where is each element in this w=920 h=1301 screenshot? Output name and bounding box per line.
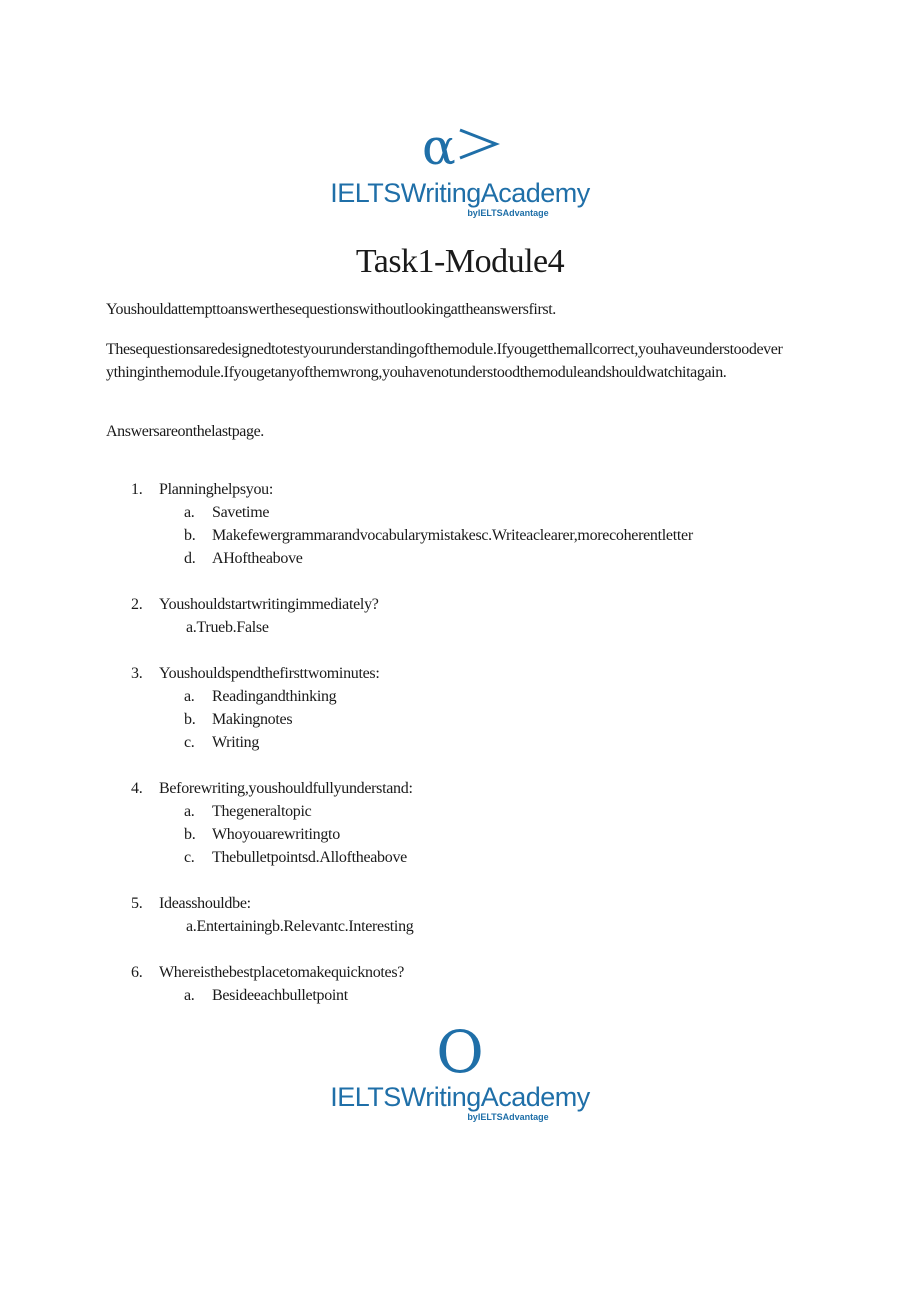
question-number: 1. xyxy=(131,481,143,498)
option-text: Besideeachbulletpoint xyxy=(212,987,348,1004)
question-number: 4. xyxy=(131,780,143,797)
option-text: Writing xyxy=(212,734,260,751)
omega-logo-icon xyxy=(0,1022,920,1078)
intro-paragraph-2: Thesequestionsaredesignedtotestyourunderstandingofthemodule.Ifyougetthemallcorrect,youhaveunderstoodeverythinginthemodule.Ifyougetanyofthemwrong,youhavenotunderstoodthemoduleandshouldwatchitagain. xyxy=(106,341,783,381)
svg-text:O: O xyxy=(436,1022,484,1078)
option-letter: c. xyxy=(184,734,195,751)
option-letter: a. xyxy=(184,504,195,521)
option-letter: b. xyxy=(184,527,196,544)
header-logo xyxy=(0,118,920,218)
question-text: Whereisthebestplacetomakequicknotes? xyxy=(159,964,405,981)
option-letter: a. xyxy=(184,987,195,1004)
question-1 xyxy=(106,478,826,570)
page-title: Task1-Module4 xyxy=(355,243,565,280)
question-text: Beforewriting,youshouldfullyunderstand: xyxy=(159,780,413,797)
option-letter: a. xyxy=(184,803,195,820)
option-letter: d. xyxy=(184,550,196,567)
question-4 xyxy=(106,777,826,869)
question-list xyxy=(106,478,826,1030)
intro-paragraph-3: Answersareonthelastpage. xyxy=(106,423,264,440)
inline-options: a.Trueb.False xyxy=(186,619,269,636)
question-text: Planninghelpsyou: xyxy=(159,481,274,498)
question-number: 2. xyxy=(131,596,143,613)
alpha-arrow-logo-icon xyxy=(0,118,920,174)
logo-name: IELTSWritingAcademy xyxy=(330,178,590,208)
question-text: Youshouldspendthefirsttwominutes: xyxy=(159,665,380,682)
option-letter: b. xyxy=(184,711,196,728)
inline-options: a.Entertainingb.Relevantc.Interesting xyxy=(186,918,414,935)
option-text: AHoftheabove xyxy=(212,550,303,567)
option-text: Makefewergrammarandvocabularymistakesc.Writeaclearer,morecoherentletter xyxy=(212,527,693,544)
footer-logo xyxy=(0,1022,920,1122)
option-letter: b. xyxy=(184,826,196,843)
option-letter: a. xyxy=(184,688,195,705)
question-5 xyxy=(106,892,826,938)
question-number: 5. xyxy=(131,895,143,912)
option-text: Savetime xyxy=(212,504,270,521)
svg-text:α: α xyxy=(422,118,456,174)
question-number: 6. xyxy=(131,964,143,981)
footer-logo-name: IELTSWritingAcademy xyxy=(330,1082,590,1112)
option-text: Makingnotes xyxy=(212,711,293,728)
option-text: Thegeneraltopic xyxy=(212,803,312,820)
option-text: Whoyouarewritingto xyxy=(212,826,340,843)
question-text: Ideasshouldbe: xyxy=(159,895,251,912)
question-number: 3. xyxy=(131,665,143,682)
option-letter: c. xyxy=(184,849,195,866)
option-text: Thebulletpointsd.Alloftheabove xyxy=(212,849,407,866)
option-text: Readingandthinking xyxy=(212,688,337,705)
intro-paragraph-1: Youshouldattempttoanswerthesequestionswithoutlookingattheanswersfirst. xyxy=(106,301,556,318)
logo-byline: byIELTSAdvantage xyxy=(467,208,549,218)
question-text: Youshouldstartwritingimmediately? xyxy=(159,596,379,613)
footer-logo-byline: byIELTSAdvantage xyxy=(467,1112,549,1122)
question-6 xyxy=(106,961,826,1007)
question-3 xyxy=(106,662,826,754)
question-2 xyxy=(106,593,826,639)
